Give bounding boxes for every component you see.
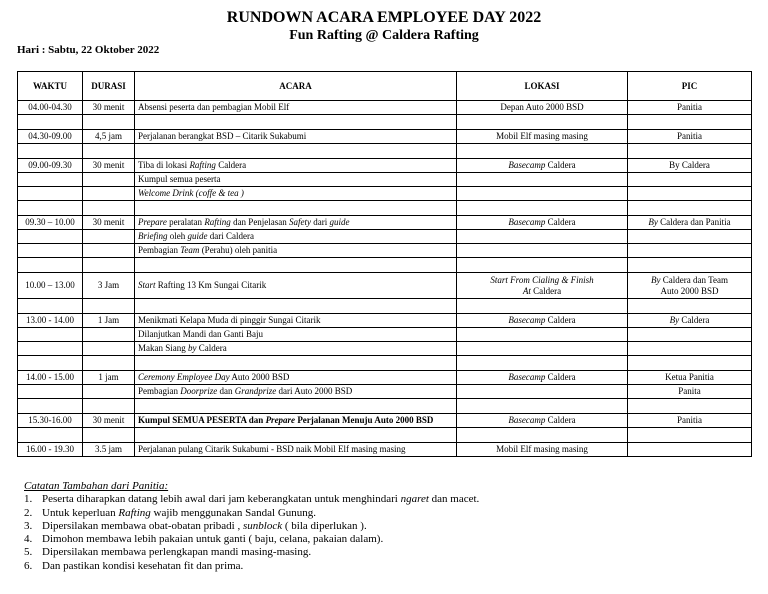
acara-text: Tiba di lokasi: [138, 160, 190, 170]
list-number: 3.: [24, 519, 33, 532]
column-header-lokasi: LOKASI: [457, 72, 628, 101]
table-row: [18, 385, 752, 399]
acara-italic-text: by: [188, 343, 197, 353]
cell-pic: [628, 443, 752, 457]
spacer-row: [18, 144, 752, 159]
cell-waktu: 13.00 - 14.00: [18, 314, 83, 328]
acara-bold-text: Perjalanan Menuju Auto 2000 BSD: [295, 415, 434, 425]
table-row: [18, 328, 752, 342]
acara-text: oleh: [167, 231, 188, 241]
spacer-row: [18, 399, 752, 414]
table-header-row: [18, 72, 752, 101]
note-text: Dipersilakan membawa obat-obatan pribadi ,: [42, 519, 243, 532]
lokasi-text: Caldera: [545, 217, 576, 227]
list-number: 6.: [24, 559, 33, 572]
acara-text: Auto 2000 BSD: [229, 372, 290, 382]
acara-italic-text: Doorprize: [180, 386, 218, 396]
spacer-row: [18, 201, 752, 216]
acara-italic-text: Team: [180, 245, 200, 255]
table-row: [18, 443, 752, 457]
note-text: ( bila diperlukan ).: [282, 519, 367, 532]
acara-text: Rafting 13 Km Sungai Citarik: [155, 280, 267, 290]
cell-acara: Welcome Drink (coffe & tea ): [135, 187, 457, 201]
list-number: 2.: [24, 506, 33, 519]
cell-durasi: 3.5 jam: [83, 443, 135, 457]
lokasi-italic-text: Basecamp: [508, 160, 546, 170]
acara-italic-text: Safety: [289, 217, 312, 227]
cell-durasi: 3 Jam: [83, 273, 135, 299]
table-row: [18, 216, 752, 230]
cell-acara: [135, 244, 457, 258]
note-text: dan macet.: [428, 493, 480, 506]
lokasi-italic-text: Basecamp: [508, 315, 546, 325]
note-text: Peserta diharapkan datang lebih awal dari jam keberangkatan untuk menghindari: [42, 493, 401, 506]
acara-bold-text: Kumpul SEMUA PESERTA dan: [138, 415, 266, 425]
table-row: [18, 159, 752, 173]
cell-acara: [135, 414, 457, 428]
cell-lokasi: [457, 273, 628, 299]
acara-text: dari Auto 2000 BSD: [276, 386, 353, 396]
column-header-pic: PIC: [628, 72, 752, 101]
additional-notes: [24, 480, 479, 573]
cell-waktu: 16.00 - 19.30: [18, 443, 83, 457]
cell-waktu: 09.30 – 10.00: [18, 216, 83, 230]
cell-waktu: 15.30-16.00: [18, 414, 83, 428]
cell-waktu: 10.00 – 13.00: [18, 273, 83, 299]
acara-text: Caldera: [196, 343, 227, 353]
table-row: [18, 314, 752, 328]
pic-text: Caldera dan Team: [660, 274, 728, 285]
acara-text: dari Caldera: [207, 231, 254, 241]
cell-lokasi: [457, 371, 628, 385]
cell-lokasi: [457, 159, 628, 173]
cell-acara: Perjalanan pulang Citarik Sukabumi - BSD naik Mobil Elf masing masing: [135, 443, 457, 457]
acara-text: (Perahu) oleh panitia: [199, 245, 278, 255]
list-item: [24, 560, 479, 573]
cell-acara: [135, 230, 457, 244]
cell-pic: [628, 216, 752, 230]
cell-acara: [135, 342, 457, 356]
cell-durasi: 30 menit: [83, 159, 135, 173]
column-header-acara: ACARA: [135, 72, 457, 101]
list-item: [24, 533, 479, 546]
note-text: Dimohon membawa lebih pakaian untuk ganti ( baju, celana, pakaian dalam).: [42, 533, 384, 546]
acara-text: Makan Siang: [138, 343, 188, 353]
cell-acara: Menikmati Kelapa Muda di pinggir Sungai Citarik: [135, 314, 457, 328]
table-row: [18, 273, 752, 299]
acara-italic-text: guide: [329, 217, 350, 227]
table-row: [18, 173, 752, 187]
cell-acara: Absensi peserta dan pembagian Mobil Elf: [135, 101, 457, 115]
lokasi-italic-text: Basecamp: [508, 415, 546, 425]
lokasi-text: Caldera: [545, 372, 576, 382]
cell-lokasi: Mobil Elf masing masing: [457, 443, 628, 457]
column-header-waktu: WAKTU: [18, 72, 83, 101]
table-row: [18, 187, 752, 201]
cell-pic: Ketua Panitia: [628, 371, 752, 385]
cell-pic: Panitia: [628, 101, 752, 115]
pic-text: Caldera dan Panitia: [657, 217, 731, 227]
event-day: Hari : Sabtu, 22 Oktober 2022: [17, 44, 160, 56]
acara-text: Caldera: [215, 160, 247, 170]
cell-durasi: 30 menit: [83, 101, 135, 115]
pic-italic-text: By: [648, 217, 658, 227]
cell-pic: Panitia: [628, 130, 752, 144]
lokasi-text: Caldera: [545, 160, 576, 170]
spacer-row: [18, 299, 752, 314]
note-text: Dipersilakan membawa perlengkapan mandi masing-masing.: [42, 546, 312, 559]
cell-waktu: 14.00 - 15.00: [18, 371, 83, 385]
table-row: [18, 130, 752, 144]
lokasi-italic-text: At: [522, 285, 531, 296]
acara-italic-text: Prepare: [138, 217, 167, 227]
note-italic-text: ngaret: [400, 493, 429, 506]
lokasi-text: Caldera: [530, 285, 562, 296]
cell-lokasi: Mobil Elf masing masing: [457, 130, 628, 144]
acara-italic-text: Start: [138, 280, 156, 290]
cell-acara: [135, 273, 457, 299]
spacer-row: [18, 356, 752, 371]
list-item: [24, 520, 479, 533]
acara-italic-text: Grandprize: [234, 386, 277, 396]
cell-waktu: 04.00-04.30: [18, 101, 83, 115]
cell-durasi: 1 jam: [83, 371, 135, 385]
list-number: 5.: [24, 546, 33, 559]
acara-text: Pembagian: [138, 386, 181, 396]
acara-text: dari: [311, 217, 330, 227]
list-number: 4.: [24, 533, 33, 546]
pic-text: Caldera: [679, 315, 710, 325]
cell-pic: Panita: [628, 385, 752, 399]
spacer-row: [18, 428, 752, 443]
acara-italic-text: Briefing: [138, 231, 168, 241]
acara-text: dan Penjelasan: [230, 217, 290, 227]
cell-pic: By Caldera: [628, 159, 752, 173]
table-row: [18, 414, 752, 428]
spacer-row: [18, 258, 752, 273]
cell-pic: Panitia: [628, 414, 752, 428]
acara-italic-text: guide: [187, 231, 208, 241]
cell-acara: Kumpul semua peserta: [135, 173, 457, 187]
list-item: [24, 507, 479, 520]
cell-pic: [628, 273, 752, 299]
note-text: wajib menggunakan Sandal Gunung.: [150, 506, 317, 519]
lokasi-italic-text: Start From Cialing & Finish: [490, 274, 594, 285]
lokasi-italic-text: Basecamp: [508, 217, 546, 227]
cell-durasi: 1 Jam: [83, 314, 135, 328]
rundown-table: [17, 71, 752, 457]
document-title: RUNDOWN ACARA EMPLOYEE DAY 2022: [226, 9, 542, 26]
pic-italic-text: By: [651, 274, 661, 285]
cell-acara: [135, 159, 457, 173]
spacer-row: [18, 115, 752, 130]
pic-text: Auto 2000 BSD: [660, 285, 719, 296]
cell-waktu: 09.00-09.30: [18, 159, 83, 173]
cell-acara: [135, 216, 457, 230]
notes-list: [24, 493, 479, 573]
acara-italic-text: Rafting: [189, 160, 216, 170]
lokasi-italic-text: Basecamp: [508, 372, 546, 382]
pic-italic-text: By: [669, 315, 680, 325]
cell-acara: [135, 371, 457, 385]
notes-title: Catatan Tambahan dari Panitia:: [24, 480, 169, 492]
list-item: [24, 493, 479, 506]
note-italic-text: Rafting: [118, 506, 151, 519]
cell-durasi: 30 menit: [83, 414, 135, 428]
cell-acara: Dilanjutkan Mandi dan Ganti Baju: [135, 328, 457, 342]
cell-waktu: 04.30-09.00: [18, 130, 83, 144]
cell-lokasi: Depan Auto 2000 BSD: [457, 101, 628, 115]
cell-lokasi: [457, 216, 628, 230]
cell-durasi: 4,5 jam: [83, 130, 135, 144]
column-header-durasi: DURASI: [83, 72, 135, 101]
cell-durasi: 30 menit: [83, 216, 135, 230]
table-row: [18, 342, 752, 356]
table-row: [18, 371, 752, 385]
document-subtitle: Fun Rafting @ Caldera Rafting: [289, 28, 479, 43]
list-number: 1.: [24, 493, 33, 506]
table-row: [18, 230, 752, 244]
acara-text: peralatan: [166, 217, 205, 227]
table-row: [18, 101, 752, 115]
cell-acara: Perjalanan berangkat BSD – Citarik Sukabumi: [135, 130, 457, 144]
acara-text: dan: [217, 386, 235, 396]
cell-lokasi: [457, 314, 628, 328]
note-text: Dan pastikan kondisi kesehatan fit dan prima.: [42, 559, 244, 572]
acara-italic-text: Ceremony Employee Day: [138, 372, 230, 382]
lokasi-text: Caldera: [545, 315, 576, 325]
acara-text: Pembagian: [138, 245, 181, 255]
note-text: Untuk keperluan: [42, 506, 119, 519]
acara-bold-italic-text: Prepare: [265, 415, 296, 425]
list-item: [24, 546, 479, 559]
lokasi-text: Caldera: [545, 415, 576, 425]
acara-italic-text: Rafting: [204, 217, 231, 227]
cell-pic: [628, 314, 752, 328]
cell-acara: [135, 385, 457, 399]
note-italic-text: sunblock: [243, 519, 283, 532]
cell-lokasi: [457, 414, 628, 428]
table-row: [18, 244, 752, 258]
